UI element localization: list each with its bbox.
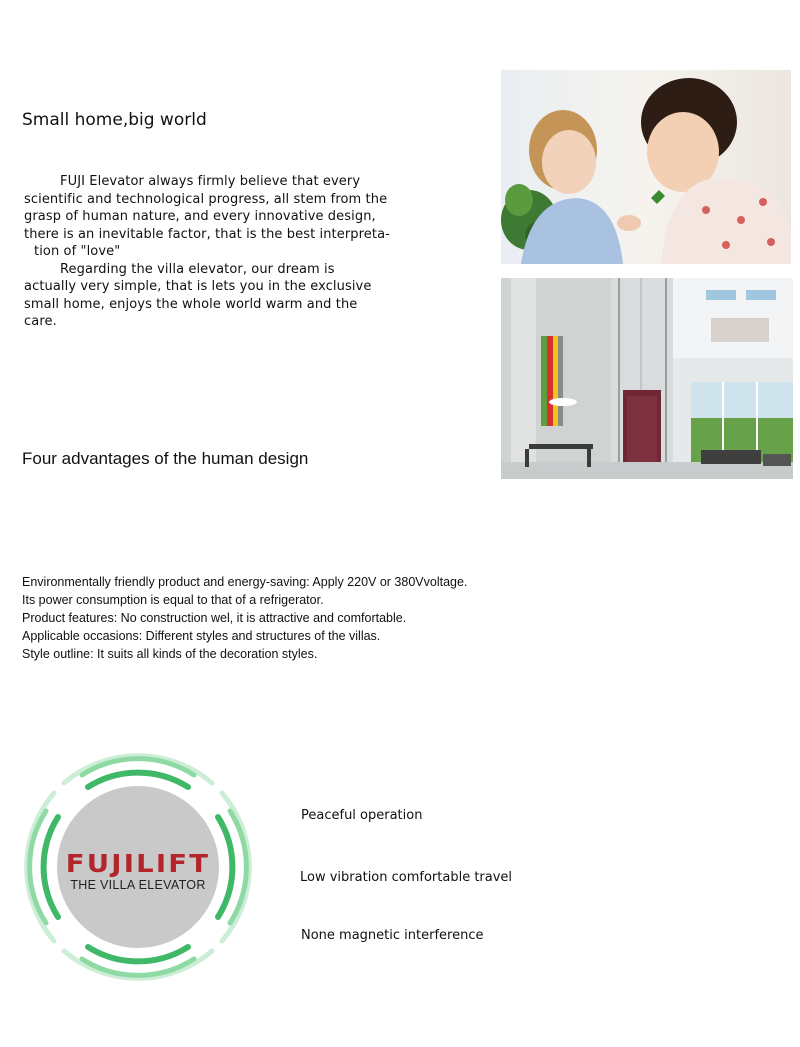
intro-line: there is an inevitable factor, that is the best interpreta-	[24, 226, 390, 242]
advantage-item: Peaceful operation	[301, 808, 423, 823]
intro-title: Small home,big world	[22, 110, 207, 130]
intro-line: Regarding the villa elevator, our dream is	[60, 261, 335, 277]
advantage-item: Low vibration comfortable travel	[300, 870, 513, 885]
intro-line: small home, enjoys the whole world warm and the	[24, 296, 358, 312]
interior-photo	[501, 278, 793, 479]
intro-line: care.	[24, 314, 57, 329]
feature-item: Product features: No construction wel, it is attractive and comfortable.	[22, 611, 407, 625]
intro-line: actually very simple, that is lets you in the exclusive	[24, 279, 372, 294]
intro-line: tion of "love"	[34, 244, 121, 259]
fujilift-logo	[16, 745, 260, 989]
advantages-heading: Four advantages of the human design	[22, 449, 309, 468]
intro-line: grasp of human nature, and every innovative design,	[24, 209, 376, 224]
children-photo-graphic	[501, 70, 791, 264]
intro-line: FUJI Elevator always firmly believe that every	[60, 174, 361, 189]
interior-photo-graphic	[501, 278, 793, 479]
feature-item: Applicable occasions: Different styles and structures of the villas.	[22, 629, 381, 643]
logo-tagline: THE VILLA ELEVATOR	[70, 878, 206, 892]
intro-text	[24, 173, 390, 331]
children-photo	[501, 70, 791, 264]
logo-brand: FUJILIFT	[65, 849, 211, 878]
intro-line: scientific and technological progress, all stem from the	[24, 191, 388, 207]
features-list	[22, 573, 467, 663]
advantage-item: None magnetic interference	[301, 928, 484, 943]
feature-item: Environmentally friendly product and energy-saving: Apply 220V or 380Vvoltage.	[22, 575, 468, 589]
feature-item: Its power consumption is equal to that of a refrigerator.	[22, 593, 324, 607]
feature-item: Style outline: It suits all kinds of the decoration styles.	[22, 647, 318, 661]
